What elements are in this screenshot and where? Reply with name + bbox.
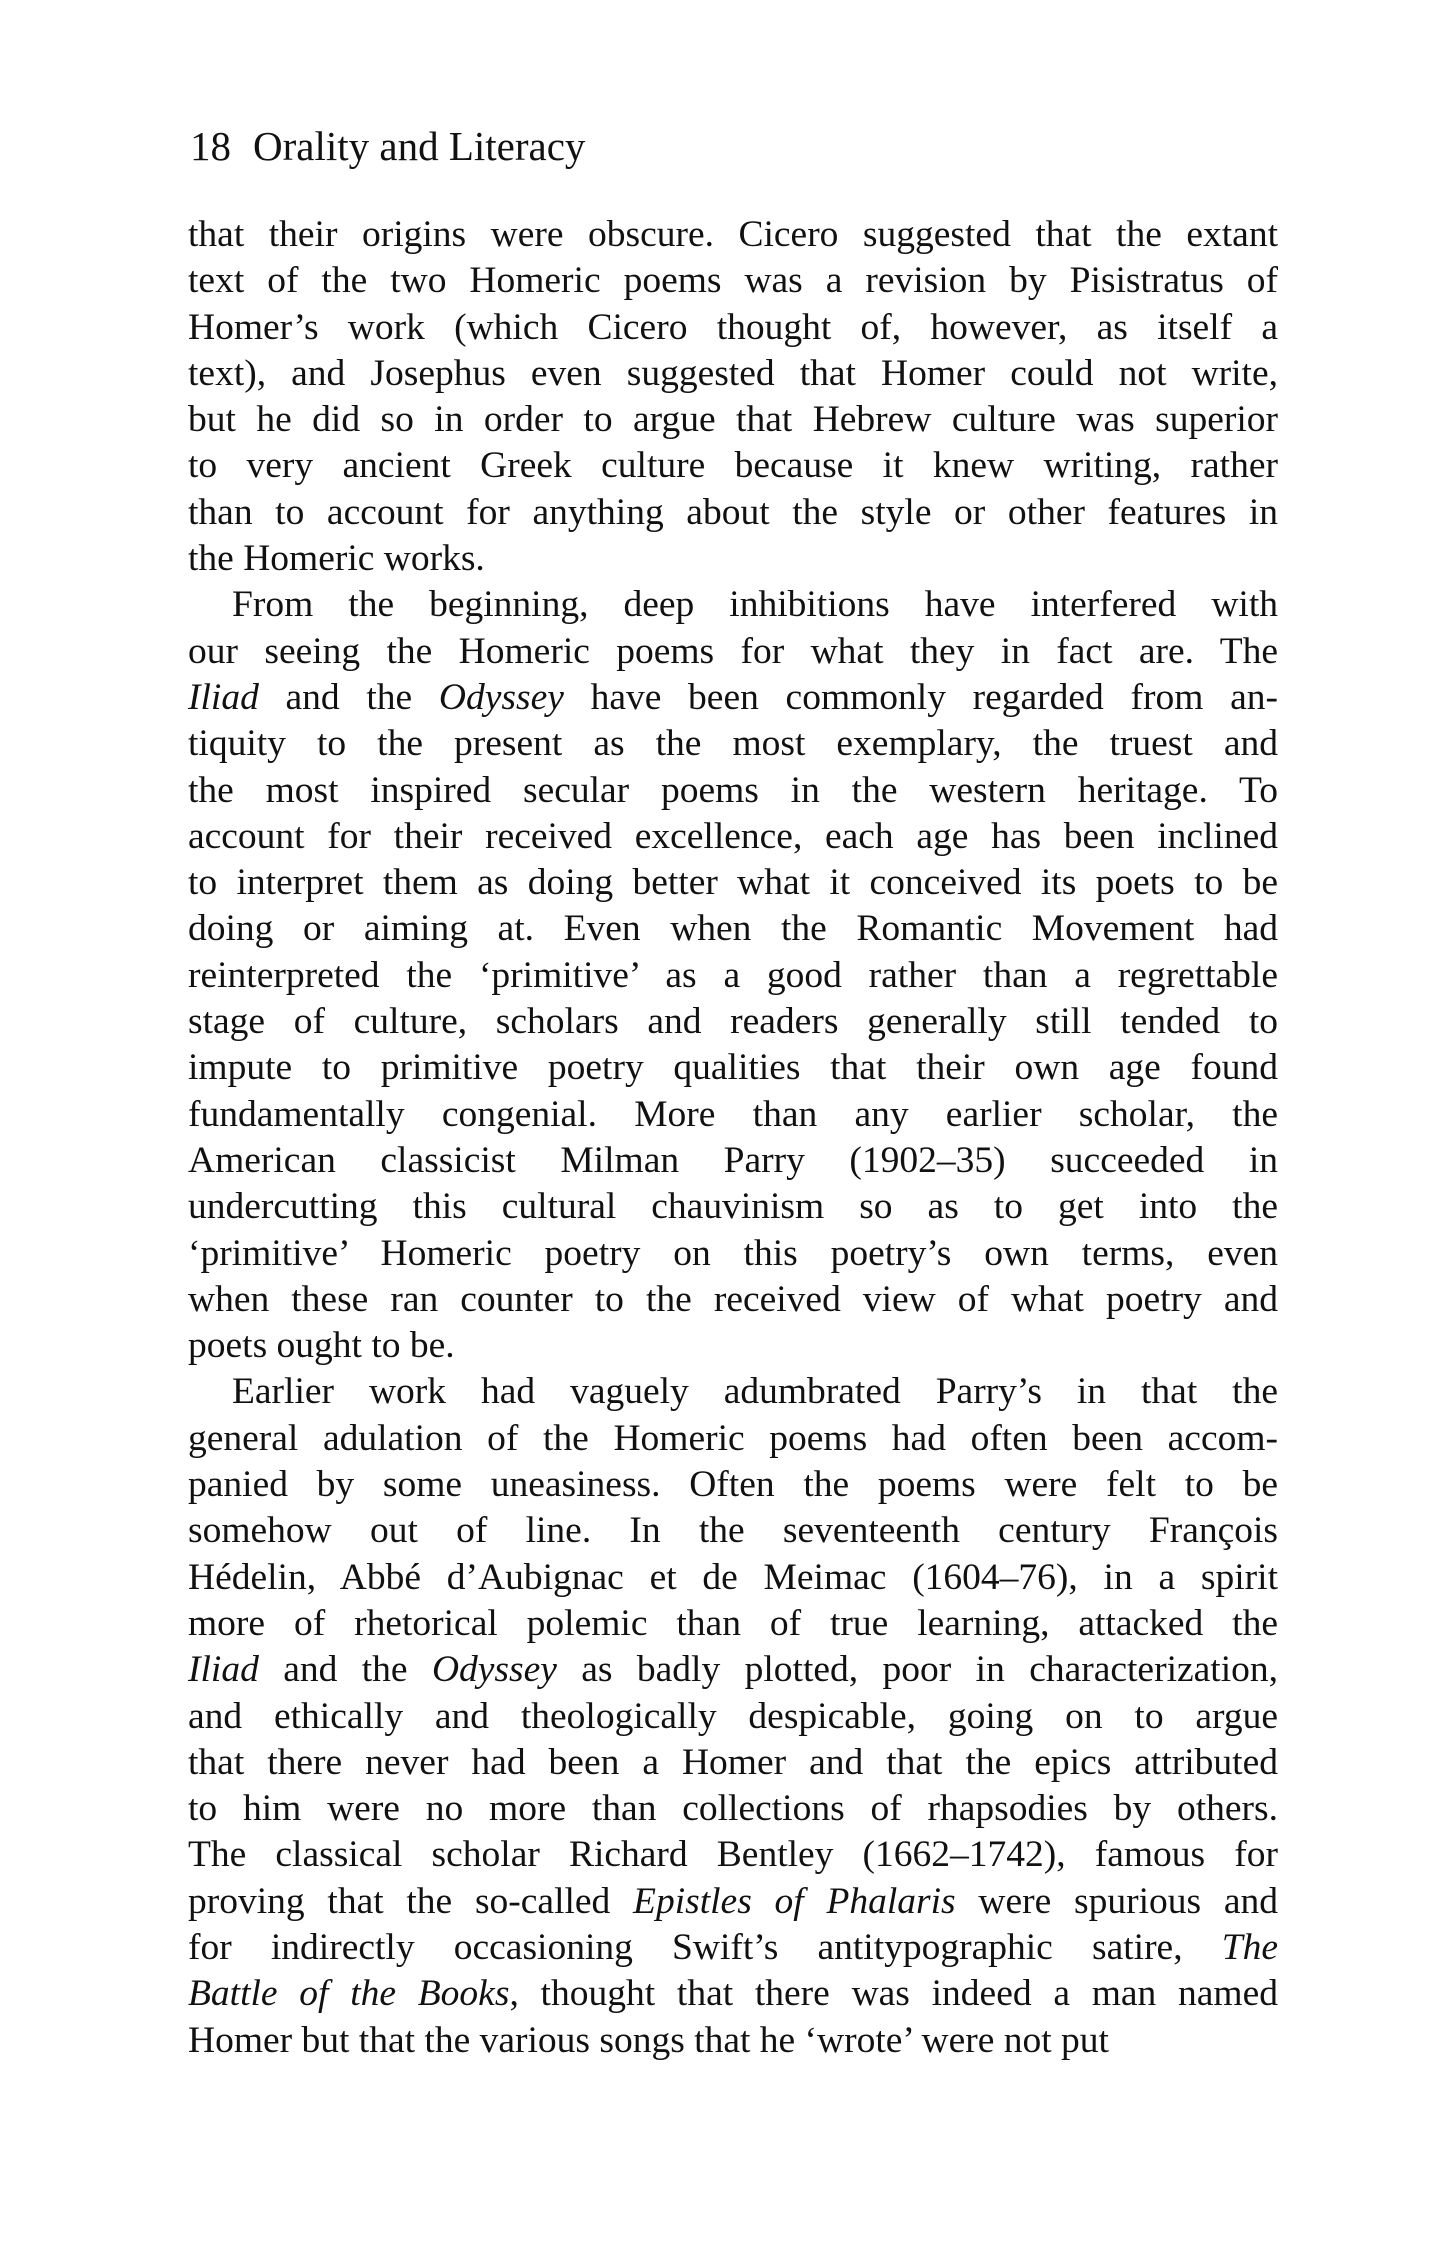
text-run: poets ought to be. bbox=[188, 1325, 455, 1367]
text-line bbox=[188, 1832, 1278, 1878]
text-run: stage of culture, scholars and readers generally still tended to bbox=[188, 1001, 1278, 1043]
text-run: that there never had been a Homer and that the epics attributed bbox=[188, 1741, 1278, 1783]
text-run: proving that the so-called bbox=[188, 1880, 634, 1922]
text-run: undercutting this cultural chauvinism so as to get into the bbox=[188, 1186, 1278, 1228]
text-run: Homer but that the various songs that he ‘wrote’ were not put bbox=[188, 2019, 1109, 2061]
text-line bbox=[188, 1092, 1278, 1138]
text-run: fundamentally congenial. More than any earlier scholar, the bbox=[188, 1093, 1278, 1135]
text-line bbox=[188, 1647, 1278, 1693]
text-run: text of the two Homeric poems was a revision by Pisistratus of bbox=[188, 260, 1278, 302]
italic-title: Iliad bbox=[188, 1649, 259, 1691]
text-line bbox=[188, 1323, 1278, 1369]
text-line bbox=[188, 212, 1278, 258]
text-run: the Homeric works. bbox=[188, 538, 485, 580]
text-run: have been commonly regarded from an- bbox=[563, 676, 1278, 718]
text-run: Homer’s work (which Cicero thought of, however, as itself a bbox=[188, 306, 1278, 348]
text-run: text), and Josephus even suggested that Homer could not write, bbox=[188, 352, 1278, 394]
text-run: to very ancient Greek culture because it knew writing, rather bbox=[188, 445, 1278, 487]
text-run: and the bbox=[258, 1649, 432, 1691]
text-line bbox=[188, 2018, 1278, 2064]
running-head bbox=[190, 118, 585, 174]
text-run: more of rhetorical polemic than of true learning, attacked the bbox=[188, 1602, 1278, 1644]
italic-title: Epistles of Phalaris bbox=[633, 1880, 956, 1922]
text-line bbox=[188, 1879, 1278, 1925]
text-line bbox=[188, 397, 1278, 443]
italic-title: Odyssey bbox=[438, 676, 564, 718]
text-run: were spurious and bbox=[955, 1880, 1278, 1922]
text-run: panied by some uneasiness. Often the poems were felt to be bbox=[188, 1464, 1278, 1506]
text-line bbox=[188, 629, 1278, 675]
italic-title: The bbox=[1221, 1926, 1278, 1968]
text-line bbox=[188, 953, 1278, 999]
text-run: The classical scholar Richard Bentley (1662–1742), famous for bbox=[188, 1834, 1278, 1876]
text-line bbox=[188, 1462, 1278, 1508]
text-line bbox=[188, 1231, 1278, 1277]
text-run: somehow out of line. In the seventeenth century François bbox=[188, 1510, 1278, 1552]
text-run: impute to primitive poetry qualities that their own age found bbox=[188, 1047, 1278, 1089]
page-number: 18 bbox=[190, 123, 231, 169]
text-run: ‘primitive’ Homeric poetry on this poetry’s own terms, even bbox=[188, 1232, 1278, 1274]
text-line bbox=[188, 721, 1278, 767]
text-line bbox=[188, 1184, 1278, 1230]
text-line bbox=[188, 1045, 1278, 1091]
text-run: and ethically and theologically despicable, going on to argue bbox=[188, 1695, 1278, 1737]
text-line bbox=[188, 1555, 1278, 1601]
text-run: From the beginning, deep inhibitions have interfered with bbox=[232, 584, 1278, 626]
text-line bbox=[188, 860, 1278, 906]
text-run: than to account for anything about the style or other features in bbox=[188, 491, 1278, 533]
text-line bbox=[188, 1601, 1278, 1647]
text-line bbox=[188, 536, 1278, 582]
text-line bbox=[188, 351, 1278, 397]
running-title: Orality and Literacy bbox=[253, 123, 586, 169]
text-run: doing or aiming at. Even when the Romantic Movement had bbox=[188, 908, 1278, 950]
text-line bbox=[188, 906, 1278, 952]
text-run: general adulation of the Homeric poems had often been accom- bbox=[188, 1417, 1278, 1459]
text-run: , thought that there was indeed a man named bbox=[509, 1973, 1278, 2015]
text-line bbox=[188, 443, 1278, 489]
text-line bbox=[188, 1786, 1278, 1832]
text-run: that their origins were obscure. Cicero suggested that the extant bbox=[188, 214, 1278, 255]
text-run: American classicist Milman Parry (1902–35) succeeded in bbox=[188, 1139, 1278, 1181]
text-run: and the bbox=[258, 676, 439, 718]
text-run: our seeing the Homeric poems for what they in fact are. The bbox=[188, 630, 1278, 672]
text-run: account for their received excellence, each age has been inclined bbox=[188, 815, 1278, 857]
text-run: Earlier work had vaguely adumbrated Parry’s in that the bbox=[232, 1371, 1278, 1413]
text-line bbox=[188, 1925, 1278, 1971]
text-run: to him were no more than collections of rhapsodies by others. bbox=[188, 1788, 1278, 1830]
text-line bbox=[188, 305, 1278, 351]
text-line bbox=[188, 1416, 1278, 1462]
text-line bbox=[188, 768, 1278, 814]
text-line bbox=[188, 1369, 1278, 1415]
text-line bbox=[188, 675, 1278, 721]
text-run: as badly plotted, poor in characterization, bbox=[556, 1649, 1278, 1691]
body-text bbox=[188, 212, 1278, 2064]
text-line bbox=[188, 999, 1278, 1045]
text-line bbox=[188, 814, 1278, 860]
text-run: when these ran counter to the received view of what poetry and bbox=[188, 1278, 1278, 1320]
text-line bbox=[188, 258, 1278, 304]
italic-title: Odyssey bbox=[431, 1649, 557, 1691]
text-run: reinterpreted the ‘primitive’ as a good rather than a regrettable bbox=[188, 954, 1278, 996]
text-run: to interpret them as doing better what it conceived its poets to be bbox=[188, 862, 1278, 904]
text-run: the most inspired secular poems in the western heritage. To bbox=[188, 769, 1278, 811]
text-run: for indirectly occasioning Swift’s antitypographic satire, bbox=[188, 1926, 1222, 1968]
italic-title: Battle of the Books bbox=[188, 1973, 510, 2015]
text-run: but he did so in order to argue that Hebrew culture was superior bbox=[188, 399, 1278, 441]
text-run: tiquity to the present as the most exemplary, the truest and bbox=[188, 723, 1278, 765]
text-line bbox=[188, 1694, 1278, 1740]
text-line bbox=[188, 1138, 1278, 1184]
text-line bbox=[188, 1971, 1278, 2017]
text-line bbox=[188, 582, 1278, 628]
text-line bbox=[188, 490, 1278, 536]
text-line bbox=[188, 1277, 1278, 1323]
text-line bbox=[188, 1508, 1278, 1554]
text-line bbox=[188, 1740, 1278, 1786]
text-run: Hédelin, Abbé d’Aubignac et de Meimac (1604–76), in a spirit bbox=[188, 1556, 1278, 1598]
italic-title: Iliad bbox=[188, 676, 259, 718]
